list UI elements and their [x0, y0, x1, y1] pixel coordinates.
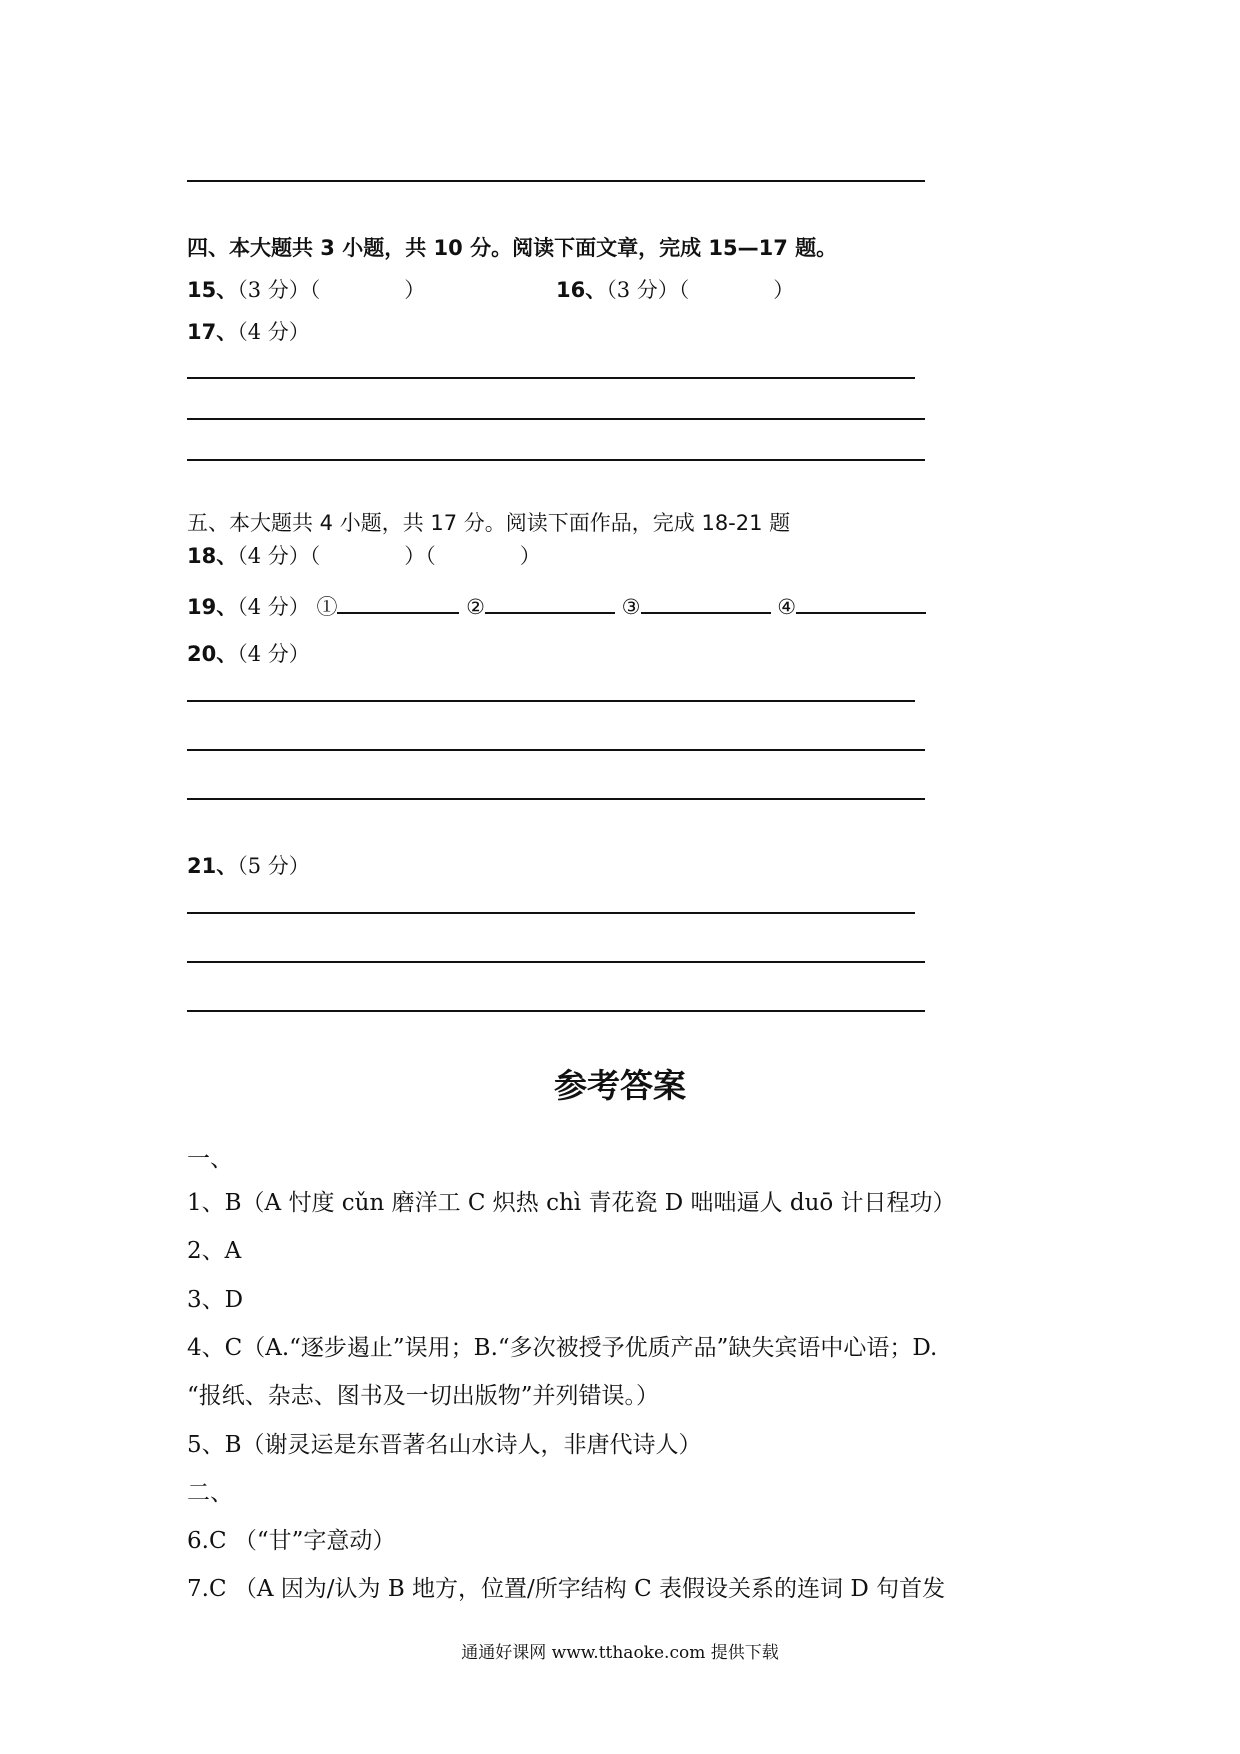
question-20 [187, 638, 310, 668]
answer-line [187, 912, 915, 914]
answer-7: 7.C （A 因为/认为 B 地方，位置/所字结构 C 表假设关系的连词 D 句首发 [187, 1576, 946, 1602]
answer-1: 1、B（A 忖度 cǔn 磨洋工 C 炽热 chì 青花瓷 D 咄咄逼人 duō 计日程功） [187, 1190, 956, 1216]
question-number: 19、 [187, 595, 238, 619]
question-19 [187, 591, 926, 621]
answer-line [187, 749, 925, 751]
question-15 [187, 274, 425, 304]
question-18 [187, 540, 541, 570]
question-21 [187, 850, 310, 880]
question-points: （5 分） [237, 854, 310, 878]
answer-4-line-1: 4、C（A.“逐步遏止”误用；B.“多次被授予优质产品”缺失宾语中心语；D. [187, 1335, 938, 1361]
answer-3: 3、D [187, 1287, 244, 1313]
fill-blank [641, 594, 771, 614]
answer-6: 6.C （“甘”字意动） [187, 1528, 396, 1554]
fill-blank [485, 594, 615, 614]
question-points: （3 分）（ ） [237, 278, 426, 302]
answers-title: 参考答案 [554, 1066, 686, 1105]
question-points: （4 分） [237, 595, 310, 619]
answers-section-2: 二、 [187, 1480, 233, 1506]
answer-4-line-2: “报纸、杂志、图书及一切出版物”并列错误。） [187, 1383, 660, 1409]
answer-2: 2、A [187, 1238, 242, 1264]
answer-line [187, 180, 925, 182]
page-footer: 通通好课网 www.tthaoke.com 提供下载 [461, 1643, 779, 1663]
question-number: 18、 [187, 544, 238, 568]
answer-line [187, 961, 925, 963]
question-points: （3 分）（ ） [606, 278, 795, 302]
question-number: 20、 [187, 642, 238, 666]
question-number: 15、 [187, 278, 238, 302]
question-number: 17、 [187, 320, 238, 344]
fill-blank [337, 594, 459, 614]
blank-marker-3: ③ [621, 595, 641, 619]
question-17 [187, 316, 310, 346]
answer-line [187, 418, 925, 420]
blank-marker-2: ② [466, 595, 485, 619]
question-16 [556, 274, 794, 304]
question-points: （4 分） [237, 320, 310, 344]
question-points: （4 分）（ ）（ ） [237, 544, 541, 568]
question-points: （4 分） [237, 642, 310, 666]
answer-line [187, 377, 915, 379]
answer-line [187, 700, 915, 702]
section-heading-5: 五、本大题共 4 小题，共 17 分。阅读下面作品，完成 18-21 题 [187, 511, 791, 535]
question-number: 21、 [187, 854, 238, 878]
section-heading-4: 四、本大题共 3 小题，共 10 分。阅读下面文章，完成 15—17 题。 [187, 236, 838, 260]
question-number: 16、 [556, 278, 607, 302]
blank-marker-4: ④ [777, 595, 797, 619]
answer-line [187, 1010, 925, 1012]
fill-blank [796, 594, 926, 614]
blank-marker-1: ① [316, 595, 338, 619]
answer-line [187, 798, 925, 800]
answer-5: 5、B（谢灵运是东晋著名山水诗人，非唐代诗人） [187, 1432, 702, 1458]
answer-line [187, 459, 925, 461]
answers-section-1: 一、 [187, 1146, 233, 1172]
